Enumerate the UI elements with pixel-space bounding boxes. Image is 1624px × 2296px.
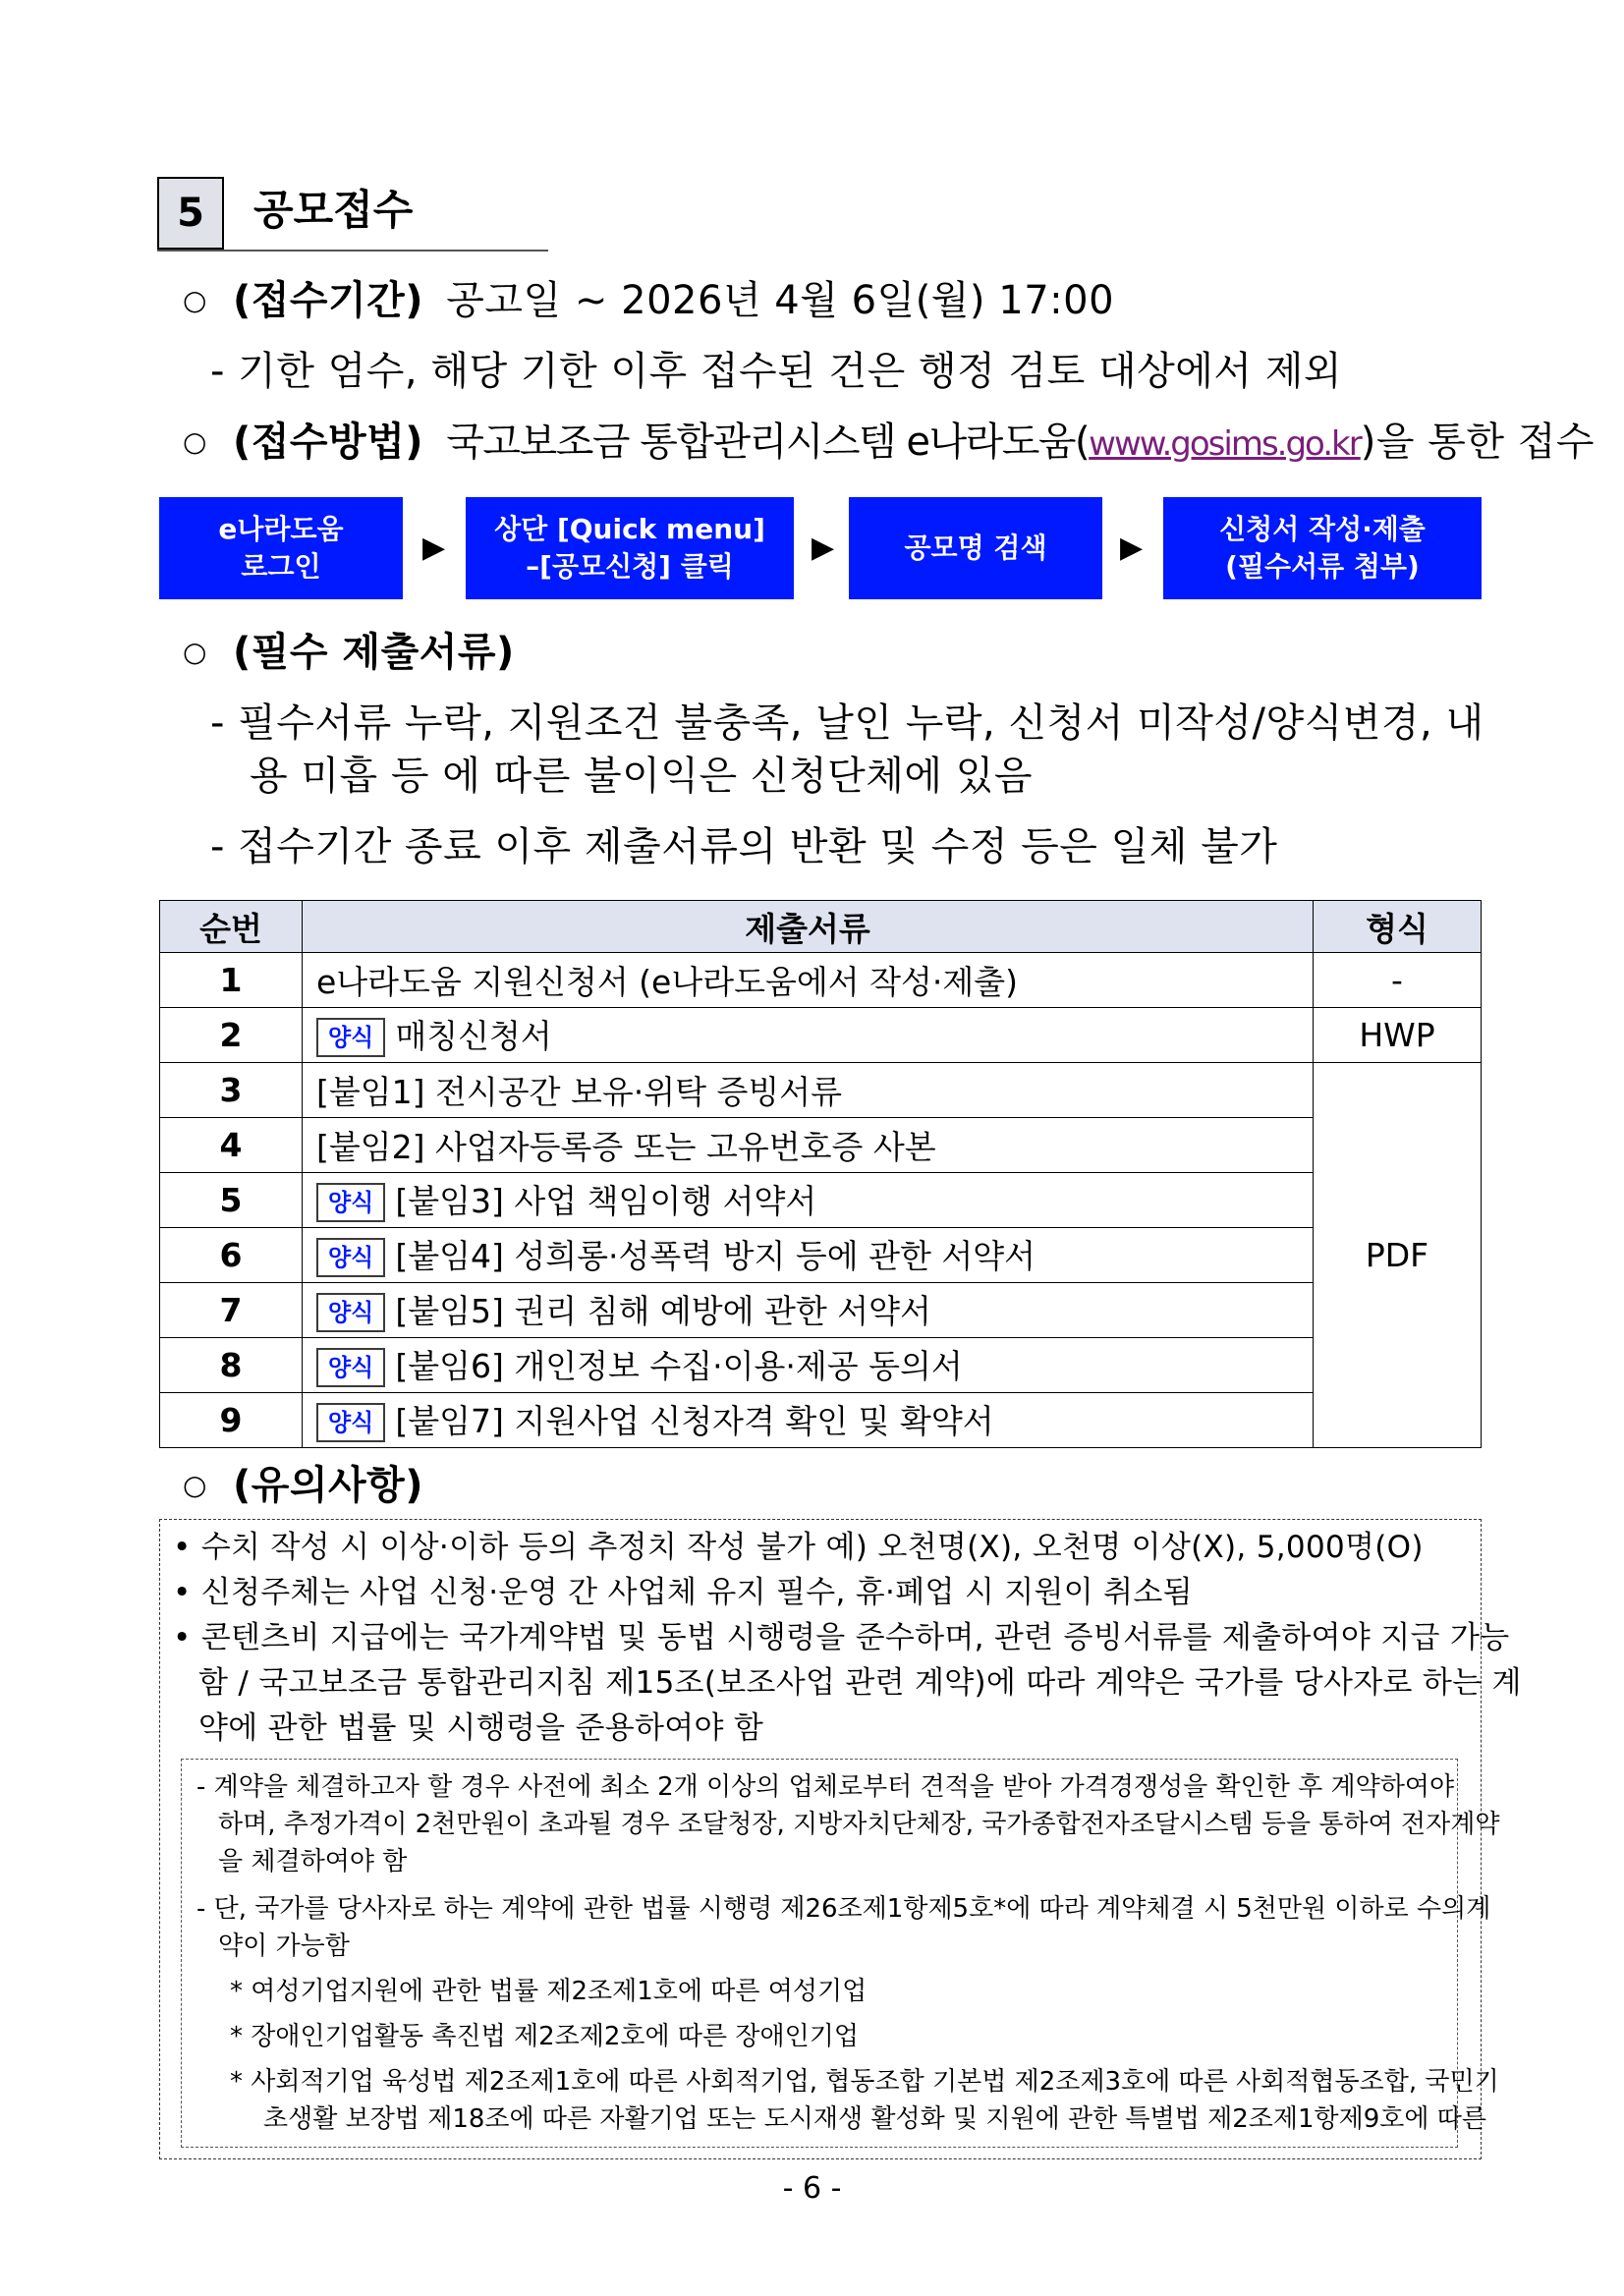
row-doc: 매칭신청서	[395, 1017, 552, 1055]
contract-note-line: 약이 가능함	[218, 1932, 350, 1961]
note-bullet-1	[173, 1525, 1424, 1570]
contract-note-line: - 단, 국가를 당사자로 하는 계약에 관한 법률 시행령 제26조제1항제5호*에 따라 계약체결 시 5천만원 이하로 수의계	[196, 1894, 1491, 1924]
row-doc: e나라도움 지원신청서 (e나라도움에서 작성·제출)	[303, 953, 1314, 1008]
row-doc: [붙임3] 사업 책임이행 서약서	[395, 1182, 817, 1220]
header-format: 형식	[1314, 901, 1482, 953]
required-note-2: - 접수기간 종료 이후 제출서류의 반환 및 수정 등은 일체 불가	[210, 824, 1278, 869]
row-num: 4	[160, 1118, 303, 1173]
row-doc-cell	[303, 1228, 1314, 1283]
table-row	[160, 1118, 1482, 1173]
note-bullet-3-cont: 함 / 국고보조금 통합관리지침 제15조(보조사업 관련 계약)에 따라 계약은 국가를 당사자로 하는 계	[198, 1665, 1522, 1701]
circle-bullet-icon: ○	[183, 636, 207, 668]
table-row	[160, 953, 1482, 1008]
section-number: 5	[157, 177, 224, 250]
notes-heading	[183, 1458, 423, 1517]
flow-step-4-line2: (필수서류 첨부)	[1225, 550, 1420, 583]
form-template-badge[interactable]: 양식	[316, 1403, 385, 1442]
row-doc-cell	[303, 1283, 1314, 1338]
contract-note-line: 하며, 추정가격이 2천만원이 초과될 경우 조달청장, 지방자치단체장, 국가종합전자조달시스템 등을 통하여 전자계약	[218, 1810, 1500, 1839]
bullet-icon: •	[173, 1575, 192, 1610]
flow-step-4-line1: 신청서 작성·제출	[1219, 513, 1426, 545]
method-label: (접수방법)	[232, 420, 424, 465]
row-num: 2	[160, 1008, 303, 1063]
form-template-badge[interactable]: 양식	[316, 1348, 385, 1387]
row-format: -	[1314, 953, 1482, 1008]
flow-step-quick-menu	[466, 497, 794, 599]
required-documents-table	[159, 900, 1482, 1448]
table-row	[160, 1063, 1482, 1118]
contract-footnote: * 장애인기업활동 촉진법 제2조제2호에 따른 장애인기업	[230, 2022, 859, 2051]
flow-step-2-line1: 상단 [Quick menu]	[494, 513, 765, 545]
period-label: (접수기간)	[232, 278, 424, 323]
arrow-right-icon: ▶	[422, 531, 446, 565]
note-text: 콘텐츠비 지급에는 국가계약법 및 동법 시행령을 준수하며, 관련 증빙서류를 제출하여야 지급 가능	[200, 1620, 1510, 1655]
circle-bullet-icon: ○	[183, 1469, 207, 1501]
form-template-badge[interactable]: 양식	[316, 1293, 385, 1332]
flow-step-3-line1: 공모명 검색	[904, 532, 1047, 564]
method-line	[183, 415, 1595, 474]
row-doc: [붙임2] 사업자등록증 또는 고유번호증 사본	[303, 1118, 1314, 1173]
required-heading	[183, 625, 515, 684]
row-doc: [붙임6] 개인정보 수집·이용·제공 동의서	[395, 1347, 963, 1385]
note-text: 신청주체는 사업 신청·운영 간 사업체 유지 필수, 휴·폐업 시 지원이 취소됨	[200, 1575, 1193, 1610]
table-row	[160, 1008, 1482, 1063]
row-num: 9	[160, 1393, 303, 1448]
row-num: 5	[160, 1173, 303, 1228]
bullet-icon: •	[173, 1620, 192, 1655]
row-doc-cell	[303, 1008, 1314, 1063]
row-doc-cell	[303, 1173, 1314, 1228]
contract-note-line: 을 체결하여야 함	[218, 1847, 408, 1876]
note-bullet-2	[173, 1570, 1193, 1615]
table-row	[160, 1393, 1482, 1448]
section-title: 공모접수	[253, 186, 414, 234]
contract-footnote: * 여성기업지원에 관한 법률 제2조제1호에 따른 여성기업	[230, 1977, 868, 2006]
row-doc-cell	[303, 1393, 1314, 1448]
page-number: - 6 -	[782, 2171, 842, 2206]
form-template-badge[interactable]: 양식	[316, 1238, 385, 1277]
flow-step-submit	[1163, 497, 1482, 599]
table-row	[160, 1228, 1482, 1283]
arrow-right-icon: ▶	[812, 531, 835, 565]
row-num: 1	[160, 953, 303, 1008]
required-note-1b: 용 미흡 등 에 따른 불이익은 신청단체에 있음	[250, 754, 1034, 799]
table-row	[160, 1338, 1482, 1393]
arrow-right-icon: ▶	[1120, 531, 1144, 565]
period-text: 공고일 ~ 2026년 4월 6일(월) 17:00	[446, 278, 1115, 323]
row-format-merged: PDF	[1314, 1063, 1482, 1448]
row-doc: [붙임1] 전시공간 보유·위탁 증빙서류	[303, 1063, 1314, 1118]
row-doc-cell	[303, 1338, 1314, 1393]
note-bullet-3-cont: 약에 관한 법률 및 시행령을 준용하여야 함	[198, 1710, 764, 1746]
required-note-1a: - 필수서류 누락, 지원조건 불충족, 날인 누락, 신청서 미작성/양식변경, 내	[210, 700, 1484, 746]
flow-step-2-line2: –[공모신청] 클릭	[526, 550, 734, 583]
note-text: 수치 작성 시 이상·이하 등의 추정치 작성 불가 예) 오천명(X), 오천명 이상(X), 5,000명(O)	[200, 1530, 1424, 1565]
row-num: 7	[160, 1283, 303, 1338]
row-num: 6	[160, 1228, 303, 1283]
row-doc: [붙임7] 지원사업 신청자격 확인 및 확약서	[395, 1402, 994, 1440]
form-template-badge[interactable]: 양식	[316, 1183, 385, 1222]
contract-footnote-cont: 초생활 보장법 제18조에 따른 자활기업 또는 도시재생 활성화 및 지원에 관한 특별법 제2조제1항제9호에 따른	[263, 2104, 1487, 2134]
section-underline	[157, 250, 548, 252]
flow-step-login	[159, 497, 403, 599]
method-text-before: 국고보조금 통합관리시스템 e나라도움(	[446, 420, 1090, 465]
method-text-after: )을 통한 접수	[1360, 420, 1595, 465]
contract-note-line: - 계약을 체결하고자 할 경우 사전에 최소 2개 이상의 업체로부터 견적을 받아 가격경쟁성을 확인한 후 계약하여야	[196, 1772, 1455, 1802]
flow-step-1-line1: e나라도움	[218, 513, 344, 545]
notes-label: (유의사항)	[232, 1463, 424, 1508]
row-doc: [붙임5] 권리 침해 예방에 관한 서약서	[395, 1292, 931, 1330]
required-label: (필수 제출서류)	[232, 630, 515, 675]
note-bullet-3	[173, 1615, 1509, 1660]
gosims-link[interactable]: www.gosims.go.kr	[1089, 424, 1361, 464]
table-row	[160, 1283, 1482, 1338]
period-note: - 기한 엄수, 해당 기한 이후 접수된 건은 행정 검토 대상에서 제외	[210, 349, 1343, 394]
circle-bullet-icon: ○	[183, 284, 207, 316]
header-num: 순번	[160, 901, 303, 953]
header-doc: 제출서류	[303, 901, 1314, 953]
flow-step-1-line2: 로그인	[241, 550, 321, 583]
table-header-row	[160, 901, 1482, 953]
bullet-icon: •	[173, 1530, 192, 1565]
table-row	[160, 1173, 1482, 1228]
row-doc: [붙임4] 성희롱·성폭력 방지 등에 관한 서약서	[395, 1237, 1036, 1275]
contract-footnote: * 사회적기업 육성법 제2조제1호에 따른 사회적기업, 협동조합 기본법 제2조제3호에 따른 사회적협동조합, 국민기	[230, 2067, 1499, 2097]
form-template-badge[interactable]: 양식	[316, 1018, 385, 1057]
row-num: 3	[160, 1063, 303, 1118]
row-format: HWP	[1314, 1008, 1482, 1063]
circle-bullet-icon: ○	[183, 425, 207, 458]
row-num: 8	[160, 1338, 303, 1393]
flow-step-search	[849, 497, 1102, 599]
period-line	[183, 273, 1114, 332]
